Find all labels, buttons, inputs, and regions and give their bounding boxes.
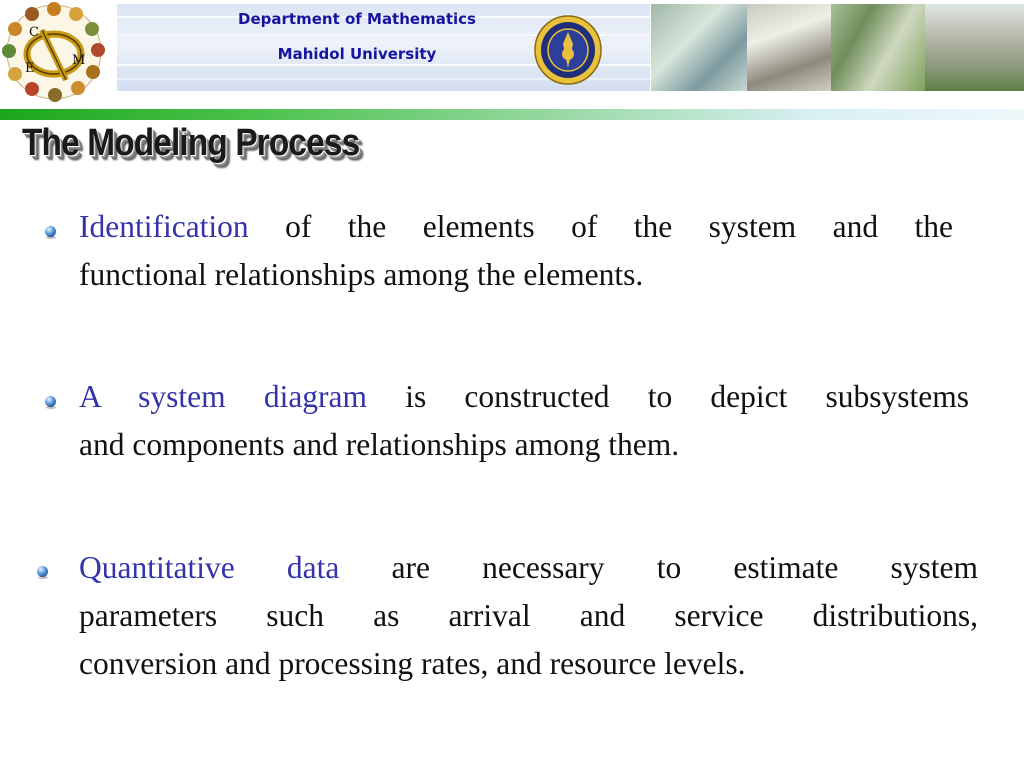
- header-banner: [117, 4, 650, 91]
- bullet-icon: [45, 396, 56, 407]
- slide-header: [0, 0, 1024, 108]
- department-name: Department of Mathematics: [238, 10, 476, 28]
- bullet-text: parameters such as arrival and service distributions,: [79, 598, 978, 633]
- cem-logo: [2, 2, 106, 102]
- bullet-text: of the elements of the system and the: [285, 209, 954, 244]
- slide-title: The Modeling Process: [22, 122, 360, 164]
- bullet-text: and components and relationships among them.: [79, 427, 680, 462]
- bullet-text: conversion and processing rates, and resource levels.: [79, 646, 746, 681]
- university-name: Mahidol University: [277, 45, 437, 63]
- logo-letter-c: C: [29, 25, 39, 40]
- header-divider-bar: [0, 109, 1024, 120]
- bullet-item: [79, 203, 953, 299]
- header-photo-strip: [651, 4, 1024, 91]
- bullet-text: functional relationships among the elements.: [79, 257, 644, 292]
- building-photo: [925, 4, 1024, 91]
- bullet-item: [79, 373, 969, 469]
- classroom-photo: [651, 4, 747, 91]
- bullet-highlight: Identification: [79, 209, 249, 244]
- university-seal-icon: [533, 14, 603, 86]
- garden-photo: [831, 4, 925, 91]
- bullet-highlight: Quantitative data: [79, 550, 340, 585]
- bullet-icon: [45, 226, 56, 237]
- bullet-highlight: A system diagram: [79, 379, 368, 414]
- bullet-icon: [37, 566, 48, 577]
- lecture-photo: [747, 4, 831, 91]
- bullet-item: [79, 544, 978, 688]
- logo-letter-m: M: [72, 53, 86, 68]
- bullet-text: are necessary to estimate system: [391, 550, 978, 585]
- logo-letter-e: E: [25, 61, 35, 76]
- bullet-text: is constructed to depict subsystems: [405, 379, 969, 414]
